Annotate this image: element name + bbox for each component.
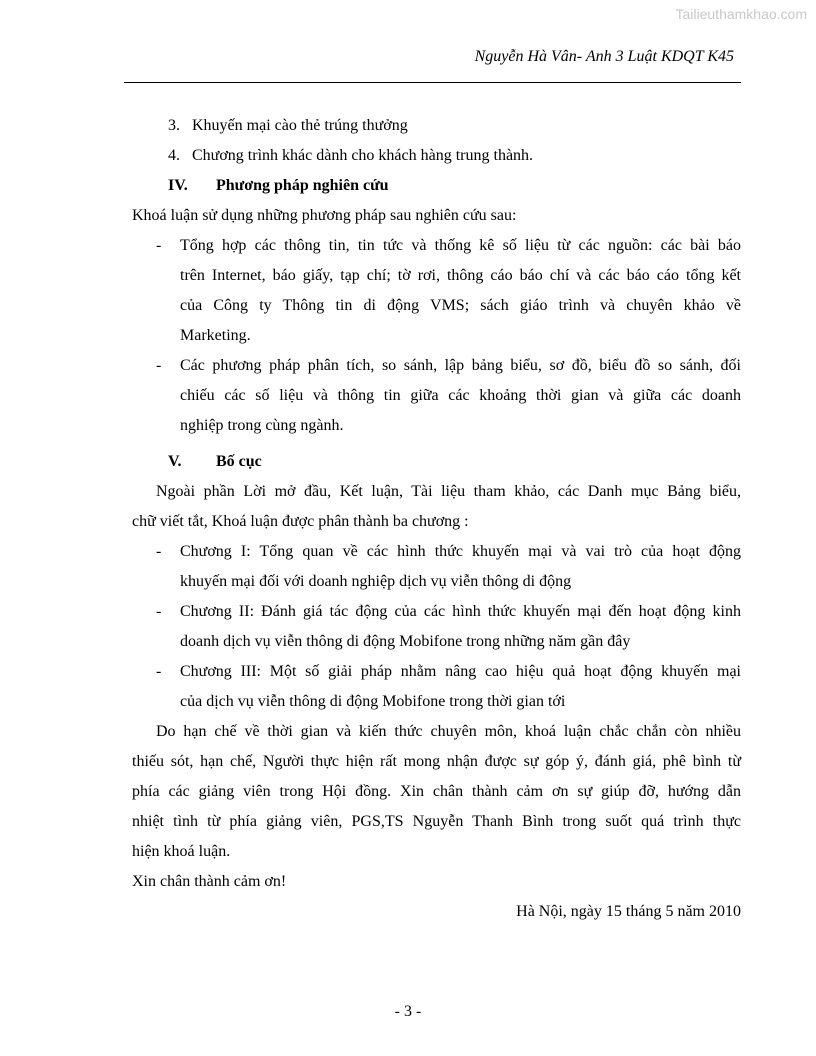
item-number: 4. [168,147,180,164]
date-line: Hà Nội, ngày 15 tháng 5 năm 2010 [516,903,741,920]
paragraph-line: Do hạn chế về thời gian và kiến thức chuyên môn, khoá luận chắc chắn còn nhiều [156,723,741,740]
document-body [132,111,741,927]
bullet-line: Các phương pháp phân tích, so sánh, lập bảng biểu, sơ đồ, biểu đồ so sánh, đối [180,357,741,374]
bullet-line: trên Internet, báo giấy, tạp chí; tờ rơi, thông cáo báo chí và các báo cáo tổng kết [180,267,741,284]
bullet-dash: - [156,237,162,254]
bullet-line: nghiệp trong cùng ngành. [180,417,344,434]
page-number: - 3 - [394,1003,422,1020]
bullet-line: Marketing. [180,327,251,344]
section-heading [132,447,741,477]
paragraph-line: nhiệt tình từ phía giảng viên, PGS,TS Nguyễn Thanh Bình trong suốt quá trình thực [132,813,741,830]
bullet-dash: - [156,357,162,374]
thanks-line: Xin chân thành cảm ơn! [132,873,287,890]
bullet-item [132,597,741,657]
bullet-line: của dịch vụ viễn thông di động Mobifone trong thời gian tới [180,693,566,710]
list-item [132,141,741,171]
item-number: 3. [168,117,180,134]
bullet-line: Chương I: Tổng quan về các hình thức khuyến mại và vai trò của hoạt động [180,543,741,560]
section-number: IV. [168,177,188,194]
paragraph-line: Ngoài phần Lời mở đầu, Kết luận, Tài liệu tham khảo, các Danh mục Bảng biểu, [156,483,741,500]
bullet-line: của Công ty Thông tin di động VMS; sách giáo trình và chuyên khảo về [180,297,741,314]
bullet-item [132,657,741,717]
bullet-line: chiếu các số liệu và thông tin giữa các khoảng thời gian và giữa các doanh [180,387,741,404]
paragraph-line: chữ viết tắt, Khoá luận được phân thành ba chương : [132,513,469,530]
page-header: Nguyễn Hà Vân- Anh 3 Luật KDQT K45 [474,48,734,65]
bullet-line: Chương II: Đánh giá tác động của các hình thức khuyến mại đến hoạt động kinh [180,603,741,620]
paragraph-line: Khoá luận sử dụng những phương pháp sau nghiên cứu sau: [132,207,517,224]
bullet-item [132,231,741,351]
section-number: V. [168,453,182,470]
bullet-line: Tổng hợp các thông tin, tin tức và thống kê số liệu từ các nguồn: các bài báo [180,237,741,254]
bullet-dash: - [156,663,162,680]
item-text: Khuyến mại cào thẻ trúng thưởng [192,117,408,134]
paragraph-line: thiếu sót, hạn chế, Người thực hiện rất mong nhận được sự góp ý, đánh giá, phê bình từ [132,753,741,770]
section-title: Phương pháp nghiên cứu [216,177,389,194]
paragraph-line: phía các giảng viên trong Hội đồng. Xin chân thành cảm ơn sự giúp đỡ, hướng dẫn [132,783,741,800]
bullet-line: doanh dịch vụ viễn thông di động Mobifone trong những năm gần đây [180,633,631,650]
section-heading [132,171,741,201]
bullet-line: Chương III: Một số giải pháp nhằm nâng cao hiệu quả hoạt động khuyến mại [180,663,741,680]
list-item [132,111,741,141]
section-title: Bố cục [216,453,262,470]
watermark: Tailieuthamkhao.com [675,6,807,22]
bullet-dash: - [156,543,162,560]
paragraph-line: hiện khoá luận. [132,843,231,860]
bullet-dash: - [156,603,162,620]
bullet-item [132,351,741,441]
bullet-item [132,537,741,597]
item-text: Chương trình khác dành cho khách hàng trung thành. [192,147,534,164]
header-rule [124,82,741,83]
bullet-line: khuyến mại đối với doanh nghiệp dịch vụ viễn thông di động [180,573,572,590]
